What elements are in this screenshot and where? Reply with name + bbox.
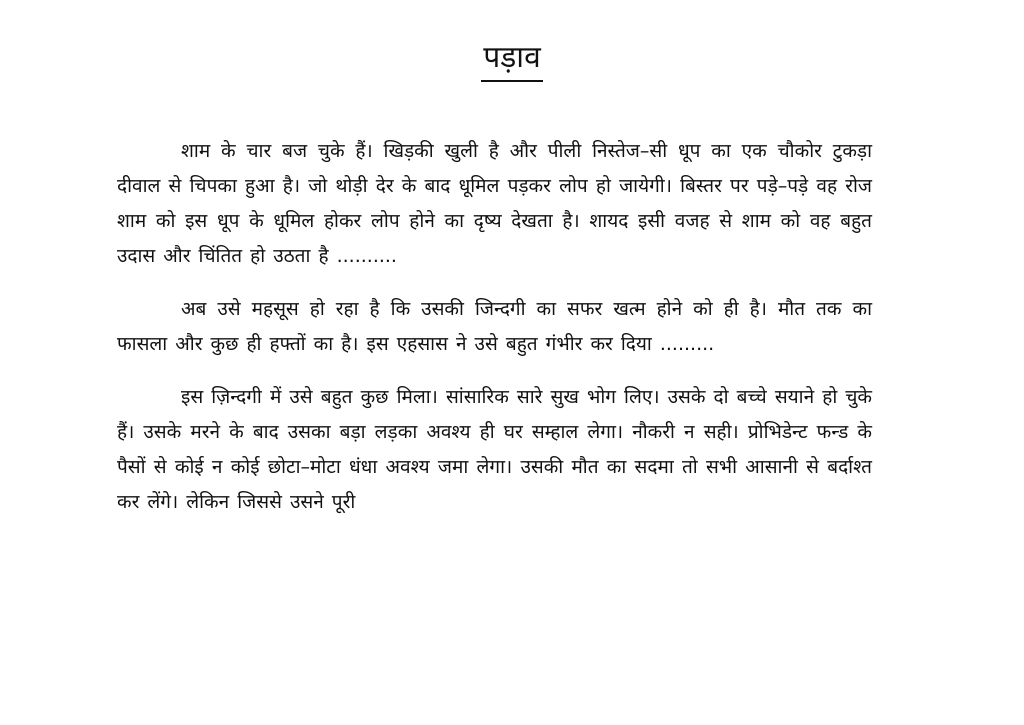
paragraph-1: शाम के चार बज चुके हैं। खिड़की खुली है और पीली निस्तेज–सी धूप का एक चौकोर टुकड़ा दीवाल से चिपका हुआ है। जो थोड़ी देर के बाद धूमिल पड़कर लोप हो जायेगी। बिस्तर पर पड़े–पड़े वह रोज शाम को इस धूप के धूमिल होकर लोप होने का दृष्य देखता है। शायद इसी वजह से शाम को वह बहुत उदास और चिंतित हो उठता है .......... xyxy=(117,140,872,267)
paragraph-2: अब उसे महसूस हो रहा है कि उसकी जिन्दगी का सफर खत्म होने को ही है। मौत तक का फासला और कुछ ही हफ्तों का है। इस एहसास ने उसे बहुत गंभीर कर दिया ......... xyxy=(117,298,872,355)
title-text: पड़ाव xyxy=(481,38,543,82)
document-body xyxy=(117,134,872,538)
document-title xyxy=(0,38,1024,82)
paragraph-3: इस ज़िन्दगी में उसे बहुत कुछ मिला। सांसारिक सारे सुख भोग लिए। उसके दो बच्चे सयाने हो चुके हैं। उसके मरने के बाद उसका बड़ा लड़का अवश्य ही घर सम्हाल लेगा। नौकरी न सही। प्रोभिडेन्ट फन्ड के पैसों से कोई न कोई छोटा–मोटा धंधा अवश्य जमा लेगा। उसकी मौत का सदमा तो सभी आसानी से बर्दाश्त कर लेंगे। लेकिन जिससे उसने पूरी xyxy=(117,386,872,513)
